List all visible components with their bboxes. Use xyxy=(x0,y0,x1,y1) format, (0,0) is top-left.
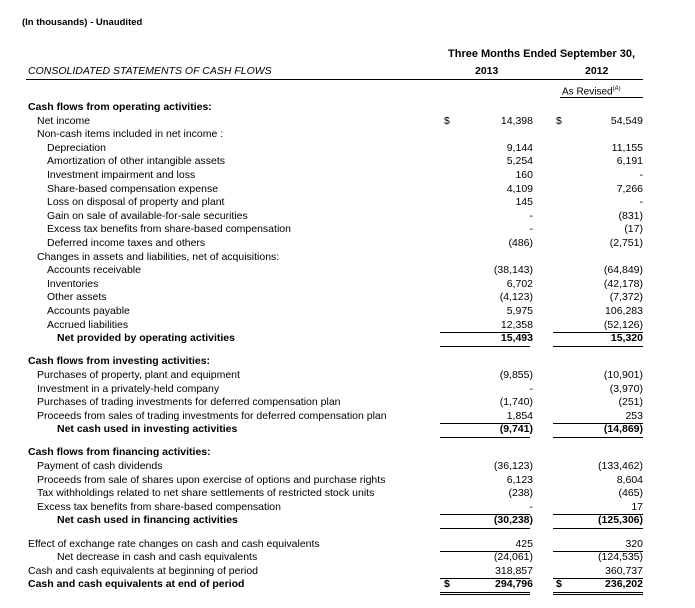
row-label: Changes in assets and liabilities, net of acquisitions: xyxy=(37,250,280,263)
value-2012: 106,283 xyxy=(605,305,643,317)
as-revised-footnote: (A) xyxy=(612,86,621,92)
row-label: Amortization of other intangible assets xyxy=(47,155,226,168)
value-2013: 6,123 xyxy=(506,473,533,486)
subtotal-rule xyxy=(553,578,643,579)
value-2012: 15,320 xyxy=(610,332,643,345)
value-2013: 4,109 xyxy=(506,182,533,195)
row-label: Tax withholdings related to net share settlements of restricted stock units xyxy=(37,487,375,500)
table-row xyxy=(0,278,695,292)
table-row xyxy=(0,460,695,474)
value-2013: 160 xyxy=(515,169,533,181)
table-row xyxy=(0,142,695,156)
table-row xyxy=(0,305,695,319)
row-label: Net decrease in cash and cash equivalents xyxy=(57,551,258,564)
value-2012: 54,549 xyxy=(610,114,643,127)
row-label: Investment in a privately-held company xyxy=(37,382,220,395)
value-2012: (125,306) xyxy=(598,514,643,527)
value-2012: (10,901) xyxy=(603,368,643,381)
table-row xyxy=(0,223,695,237)
value-2013: (486) xyxy=(508,237,533,249)
total-rule xyxy=(553,437,643,438)
unit-note: (In thousands) - Unaudited xyxy=(22,17,143,28)
table-row xyxy=(0,487,695,501)
value-2013: 425 xyxy=(515,537,533,550)
value-2013: - xyxy=(529,223,533,236)
table-row xyxy=(0,128,695,142)
row-label: Share-based compensation expense xyxy=(47,182,219,195)
value-2012: 6,191 xyxy=(616,155,643,168)
value-2012: 8,604 xyxy=(616,473,643,486)
table-row xyxy=(0,251,695,265)
table-row xyxy=(0,196,695,210)
total-rule xyxy=(553,528,643,529)
table-row xyxy=(0,423,695,437)
value-2012: (64,849) xyxy=(603,264,643,277)
value-2012: 253 xyxy=(625,409,643,422)
value-2013: 12,358 xyxy=(500,318,533,331)
value-2012: 320 xyxy=(625,537,643,550)
row-label: Depreciation xyxy=(47,141,106,154)
header-rule xyxy=(26,79,643,80)
table-row xyxy=(0,474,695,488)
subtotal-rule xyxy=(553,551,643,552)
value-2012: - xyxy=(639,196,643,209)
table-row xyxy=(0,169,695,183)
value-2012: (52,126) xyxy=(603,318,643,331)
table-row xyxy=(0,319,695,333)
row-label: Cash and cash equivalents at end of period xyxy=(28,578,245,591)
value-2012: - xyxy=(639,169,643,181)
value-2013: 6,702 xyxy=(506,277,533,290)
table-row xyxy=(0,101,695,115)
value-2013: 294,796 xyxy=(495,578,533,591)
value-2013: (1,740) xyxy=(499,396,533,409)
value-2012: (124,535) xyxy=(598,551,643,564)
value-2012: (17) xyxy=(624,223,643,236)
value-2013: (24,061) xyxy=(493,551,533,564)
table-row xyxy=(0,446,695,460)
subtotal-rule xyxy=(440,423,530,424)
value-2013: 5,254 xyxy=(506,155,533,168)
value-2013: 5,975 xyxy=(506,305,533,317)
table-row xyxy=(0,410,695,424)
value-2012: (3,970) xyxy=(609,382,643,395)
value-2012: (2,751) xyxy=(609,237,643,249)
row-label: Net cash used in financing activities xyxy=(57,514,238,527)
table-row xyxy=(0,291,695,305)
value-2012: (7,372) xyxy=(609,291,643,304)
value-2012: (42,178) xyxy=(603,277,643,290)
value-2013: 1,854 xyxy=(506,409,533,422)
table-row xyxy=(0,501,695,515)
value-2012: (831) xyxy=(618,209,643,222)
period-header: Three Months Ended September 30, xyxy=(448,48,636,60)
value-2013: (4,123) xyxy=(499,291,533,304)
total-rule xyxy=(440,346,530,347)
value-2013: 145 xyxy=(515,196,533,209)
row-label: Proceeds from sale of shares upon exercise of options and purchase rights xyxy=(37,473,386,486)
table-row xyxy=(0,210,695,224)
subtotal-rule xyxy=(553,423,643,424)
year-2013-header: 2013 xyxy=(475,65,499,77)
value-2013: (238) xyxy=(508,487,533,500)
table-row xyxy=(0,383,695,397)
currency-symbol: $ xyxy=(444,578,450,591)
total-rule xyxy=(553,346,643,347)
subtotal-rule xyxy=(553,514,643,515)
subtotal-rule xyxy=(553,332,643,333)
row-label: Net income xyxy=(37,114,91,127)
value-2013: (9,855) xyxy=(499,368,533,381)
table-row xyxy=(0,332,695,346)
value-2012: 7,266 xyxy=(616,182,643,195)
row-label: Net cash used in investing activities xyxy=(57,423,238,436)
value-2013: (36,123) xyxy=(493,460,533,472)
row-label: Cash flows from investing activities: xyxy=(28,355,211,368)
table-row xyxy=(0,578,695,592)
value-2013: (30,238) xyxy=(493,514,533,527)
value-2012: 360,737 xyxy=(605,564,643,577)
year-2012-header: 2012 xyxy=(585,65,609,77)
value-2012: (251) xyxy=(618,396,643,409)
row-label: Accounts payable xyxy=(47,305,130,317)
table-row xyxy=(0,237,695,251)
row-label: Cash flows from operating activities: xyxy=(28,101,212,113)
row-label: Payment of cash dividends xyxy=(37,460,163,472)
table-row xyxy=(0,396,695,410)
value-2012: 17 xyxy=(631,500,643,513)
row-label: Excess tax benefits from share-based compensation xyxy=(47,223,291,236)
value-2013: 9,144 xyxy=(506,141,533,154)
row-label: Cash and cash equivalents at beginning of period xyxy=(28,564,258,577)
double-rule xyxy=(553,592,643,593)
subtotal-rule xyxy=(440,551,530,552)
row-label: Other assets xyxy=(47,291,107,304)
table-row xyxy=(0,538,695,552)
table-row xyxy=(0,183,695,197)
row-label: Deferred income taxes and others xyxy=(47,237,206,249)
value-2012: 236,202 xyxy=(605,578,643,591)
value-2012: 11,155 xyxy=(611,141,643,154)
row-label: Purchases of property, plant and equipment xyxy=(37,368,240,381)
table-row xyxy=(0,115,695,129)
table-row xyxy=(0,565,695,579)
row-label: Loss on disposal of property and plant xyxy=(47,196,225,209)
double-rule xyxy=(553,594,643,595)
value-2013: 318,857 xyxy=(495,564,533,577)
row-label: Proceeds from sales of trading investments for deferred compensation plan xyxy=(37,409,387,422)
value-2012: (14,869) xyxy=(603,423,643,436)
subtotal-rule xyxy=(440,514,530,515)
table-row xyxy=(0,514,695,528)
currency-symbol: $ xyxy=(556,578,562,591)
row-label: Investment impairment and loss xyxy=(47,169,196,181)
row-label: Inventories xyxy=(47,277,99,290)
subtotal-rule xyxy=(440,578,530,579)
row-label: Accrued liabilities xyxy=(47,318,129,331)
value-2013: - xyxy=(529,500,533,513)
row-label: Non-cash items included in net income : xyxy=(37,128,224,141)
value-2013: 14,398 xyxy=(500,114,533,127)
row-label: Gain on sale of available-for-sale securities xyxy=(47,209,248,222)
currency-symbol: $ xyxy=(444,114,450,127)
value-2012: (133,462) xyxy=(598,460,643,472)
table-row xyxy=(0,355,695,369)
row-label: Effect of exchange rate changes on cash and cash equivalents xyxy=(28,537,320,550)
row-label: Excess tax benefits from share-based compensation xyxy=(37,500,281,513)
table-row xyxy=(0,264,695,278)
value-2013: (9,741) xyxy=(499,423,533,436)
double-rule xyxy=(440,592,530,593)
double-rule xyxy=(440,594,530,595)
row-label: Net provided by operating activities xyxy=(57,332,235,345)
as-revised-rule xyxy=(560,97,643,98)
total-rule xyxy=(440,528,530,529)
value-2013: (38,143) xyxy=(493,264,533,277)
subtotal-rule xyxy=(440,332,530,333)
value-2013: 15,493 xyxy=(500,332,533,345)
table-row xyxy=(0,155,695,169)
as-revised-text: As Revised xyxy=(562,86,613,98)
row-label: Accounts receivable xyxy=(47,264,141,277)
row-label: Cash flows from financing activities: xyxy=(28,446,211,459)
row-label: Purchases of trading investments for deferred compensation plan xyxy=(37,396,341,409)
statement-title: CONSOLIDATED STATEMENTS OF CASH FLOWS xyxy=(28,65,272,77)
value-2013: - xyxy=(529,209,533,222)
table-row xyxy=(0,369,695,383)
table-row xyxy=(0,551,695,565)
value-2013: - xyxy=(529,382,533,395)
value-2012: (465) xyxy=(618,487,643,500)
currency-symbol: $ xyxy=(556,114,562,127)
total-rule xyxy=(440,437,530,438)
as-revised-label xyxy=(562,86,621,97)
